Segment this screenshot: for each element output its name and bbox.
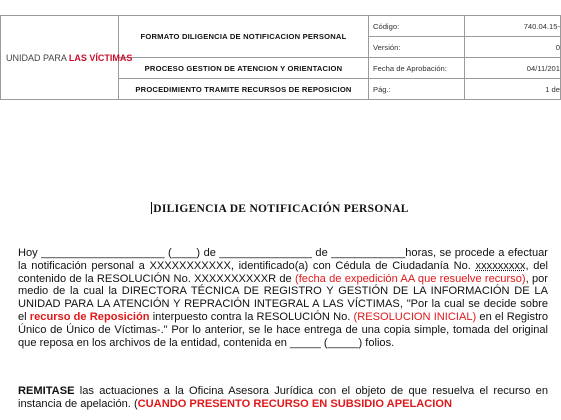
remitase-paragraph[interactable] xyxy=(18,385,548,411)
code-value: 740.04.15- xyxy=(465,16,561,37)
notification-paragraph[interactable] xyxy=(18,247,548,349)
page-label: Pág.: xyxy=(369,79,465,100)
p1-text-1: Hoy ____________________ (____) de _______________ de ____________horas, se procede a efectuar la notificación personal a XXXXXXXXXXX, identificado(a) con Cédula de Ciudadanía No. xyxy=(18,247,548,272)
procedure-title: PROCEDIMIENTO TRAMITE RECURSOS DE REPOSICION xyxy=(119,79,369,100)
logo-cell xyxy=(1,16,133,100)
version-label: Versión: xyxy=(369,37,465,58)
logo-wordmark xyxy=(6,53,132,63)
p2-text: las actuaciones a la Oficina Asesora Jurídica con el objeto de que resuelva el recurso en instancia de apelación. ( xyxy=(18,385,548,410)
p1-red-date: (fecha de expedición AA que resuelve recurso) xyxy=(295,272,526,285)
p2-bold: REMITASE xyxy=(18,385,75,397)
p1-red-recurso: recurso de Reposición xyxy=(29,310,150,323)
p1-text-4: interpuesto contra la RESOLUCIÓN No. xyxy=(149,310,354,323)
p2-red: CUANDO PRESENTO RECURSO EN SUBSIDIO APELACION xyxy=(137,397,453,410)
p1-red-resolucion: (RESOLUCION INICIAL) xyxy=(353,310,477,323)
document-title[interactable] xyxy=(0,202,560,215)
approval-date-value: 04/11/201 xyxy=(465,58,561,79)
page-value: 1 de xyxy=(465,79,561,100)
logo-text-brand: LAS VÍCTIMAS xyxy=(68,52,133,63)
code-label: Código: xyxy=(369,16,465,37)
version-value: 0 xyxy=(465,37,561,58)
p1-text-2: , del contenido de la RESOLUCIÓN No. XXXXXXXXXXR de xyxy=(18,259,549,285)
p1-text-3: , por medio de la cual la DIRECTORA TÉCNICA DE REGISTRO Y GESTIÓN DE LA INFORMACIÓN DE LA UNIDAD PARA LA ATENCIÓN Y REPRACIÓN INTEGRAL A LAS VÍCTIMAS, "Por la cual se decide sobre el xyxy=(18,272,548,323)
process-title: PROCESO GESTION DE ATENCION Y ORIENTACION xyxy=(119,58,369,79)
document-title-text: DILIGENCIA DE NOTIFICACIÓN PERSONAL xyxy=(153,203,409,215)
logo-text-prefix: UNIDAD PARA xyxy=(6,52,69,63)
document-header-table xyxy=(0,15,561,100)
approval-date-label: Fecha de Aprobación: xyxy=(369,58,465,79)
p1-text-5: en el Registro Único de Único de Víctimas-." Por lo anterior, se le hace entrega de una copia simple, tomada del original que reposa en los archivos de la entidad, contenida en _____ (_____) folios. xyxy=(18,310,549,349)
format-title: FORMATO DILIGENCIA DE NOTIFICACION PERSONAL xyxy=(119,16,369,58)
p1-text-id: xxxxxxxxx xyxy=(475,259,526,272)
